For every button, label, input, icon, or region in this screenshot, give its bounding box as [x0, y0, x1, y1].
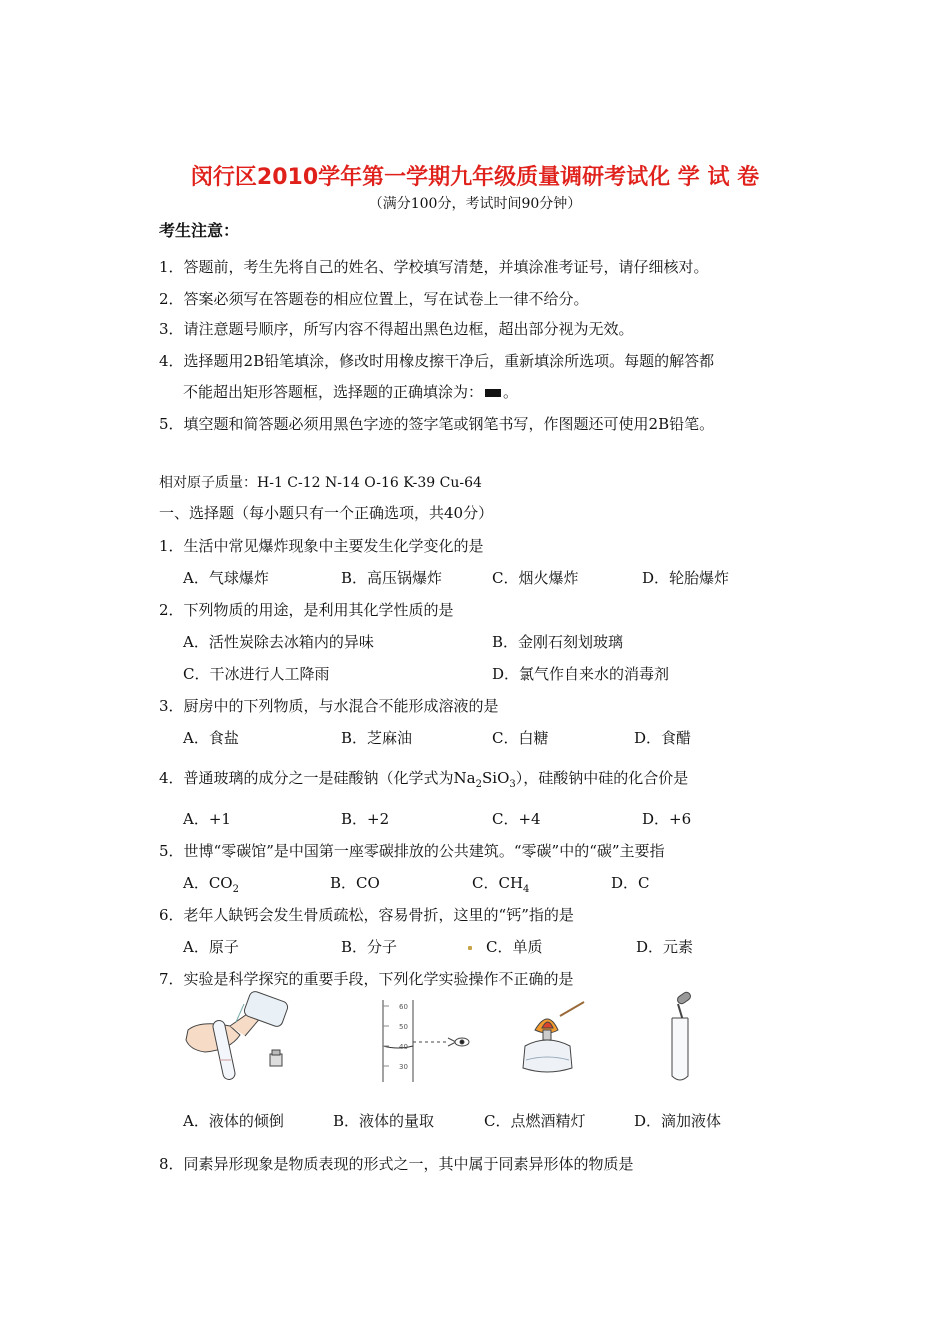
q5-option-d: D．C — [611, 874, 650, 892]
q7-option-d: D．滴加液体 — [634, 1112, 722, 1130]
q5-option-b: B．CO — [330, 874, 380, 892]
lab-illustrations — [0, 990, 950, 1100]
q4-option-a: A．+1 — [183, 810, 231, 828]
q4-option-c: C．+4 — [492, 810, 541, 828]
q3-stem: 3．厨房中的下列物质，与水混合不能形成溶液的是 — [159, 697, 499, 715]
q6-option-a: A．原子 — [183, 938, 239, 956]
q3-option-d: D．食醋 — [634, 729, 692, 747]
q4-option-d: D．+6 — [642, 810, 692, 828]
stray-dot — [468, 946, 472, 950]
cylinder-tick-30: 30 — [399, 1063, 408, 1071]
section-1-heading: 一、选择题（每小题只有一个正确选项，共40分） — [159, 504, 494, 522]
q5-option-a: A．$CO_2$ — [183, 874, 239, 895]
q2-stem: 2．下列物质的用途，是利用其化学性质的是 — [159, 601, 454, 619]
filled-answer-mark — [485, 389, 501, 397]
cylinder-tick-60: 60 — [399, 1003, 408, 1011]
pouring-liquid-illustration — [186, 990, 289, 1081]
exam-title: 闵行区2010学年第一学期九年级质量调研考试化 学 试 卷 — [190, 165, 760, 190]
alcohol-lamp-illustration — [523, 1002, 584, 1072]
notice-item-3: 3．请注意题号顺序，所写内容不得超出黑色边框，超出部分视为无效。 — [159, 320, 634, 338]
q6-option-b: B．分子 — [341, 938, 398, 956]
exam-subtitle: （满分100分，考试时间90分钟） — [368, 196, 582, 212]
notice-item-2: 2．答案必须写在答题卷的相应位置上，写在试卷上一律不给分。 — [159, 290, 589, 308]
graduated-cylinder-illustration — [383, 1000, 469, 1082]
q1-option-c: C．烟火爆炸 — [492, 569, 579, 587]
cylinder-tick-50: 50 — [399, 1023, 408, 1031]
cylinder-tick-40: 40 — [399, 1043, 408, 1051]
notice-item-4-cont: 不能超出矩形答题框，选择题的正确填涂为： 。 — [183, 383, 519, 401]
q5-stem: 5．世博“零碳馆”是中国第一座零碳排放的公共建筑。“零碳”中的“碳”主要指 — [159, 842, 665, 860]
dropper-illustration — [672, 991, 692, 1080]
q7-stem: 7．实验是科学探究的重要手段，下列化学实验操作不正确的是 — [159, 970, 574, 988]
q2-option-b: B．金刚石刻划玻璃 — [492, 633, 624, 651]
q6-option-c: C．单质 — [486, 938, 543, 956]
q8-stem: 8．同素异形现象是物质表现的形式之一，其中属于同素异形体的物质是 — [159, 1155, 634, 1173]
q7-option-c: C．点燃酒精灯 — [484, 1112, 586, 1130]
notice-heading: 考生注意： — [159, 221, 240, 240]
atomic-mass: 相对原子质量：H-1 C-12 N-14 O-16 K-39 Cu-64 — [159, 475, 482, 491]
q2-option-a: A．活性炭除去冰箱内的异味 — [183, 633, 374, 651]
q1-stem: 1．生活中常见爆炸现象中主要发生化学变化的是 — [159, 537, 484, 555]
q7-option-b: B．液体的量取 — [333, 1112, 435, 1130]
q1-option-a: A．气球爆炸 — [183, 569, 269, 587]
notice-item-1: 1．答题前，考生先将自己的姓名、学校填写清楚，并填涂准考证号，请仔细核对。 — [159, 258, 709, 276]
q3-option-c: C．白糖 — [492, 729, 549, 747]
q3-option-a: A．食盐 — [183, 729, 239, 747]
q1-option-b: B．高压锅爆炸 — [341, 569, 443, 587]
q3-option-b: B．芝麻油 — [341, 729, 413, 747]
q6-stem: 6．老年人缺钙会发生骨质疏松，容易骨折，这里的“钙”指的是 — [159, 906, 574, 924]
q4-stem: 4．普通玻璃的成分之一是硅酸钠（化学式为$Na_2SiO_3$），硅酸钠中硅的化合价是 — [159, 769, 689, 790]
q4-option-b: B．+2 — [341, 810, 390, 828]
q5-option-c: C．$CH_4$ — [472, 874, 530, 895]
notice-item-5: 5．填空题和简答题必须用黑色字迹的签字笔或钢笔书写，作图题还可使用2B铅笔。 — [159, 415, 715, 433]
q7-option-a: A．液体的倾倒 — [183, 1112, 284, 1130]
q6-option-d: D．元素 — [636, 938, 694, 956]
notice-item-4: 4．选择题用2B铅笔填涂，修改时用橡皮擦干净后，重新填涂所选项。每题的解答都 — [159, 352, 715, 370]
q2-option-c: C．干冰进行人工降雨 — [183, 665, 330, 683]
q1-option-d: D．轮胎爆炸 — [642, 569, 730, 587]
q2-option-d: D．氯气作自来水的消毒剂 — [492, 665, 670, 683]
